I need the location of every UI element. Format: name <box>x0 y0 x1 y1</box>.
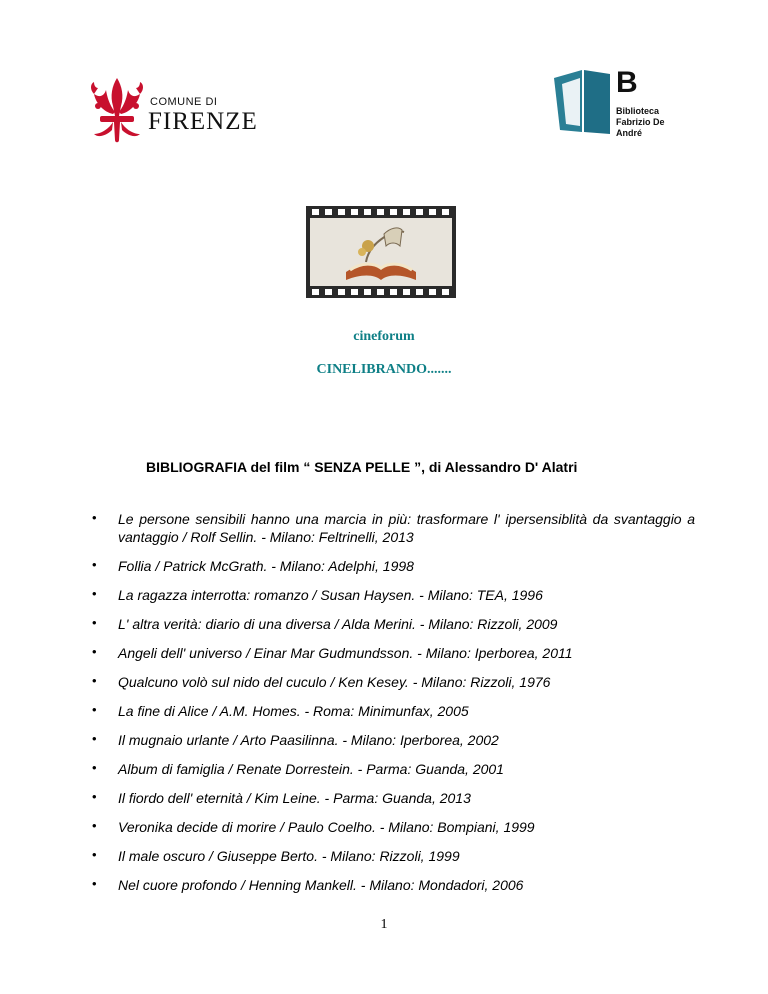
biblioteca-name-line2: Fabrizio De André <box>616 117 665 138</box>
list-item: Le persone sensibili hanno una marcia in più: trasformare l' ipersensiblità da svantaggio a vantaggio / Rolf Sellin. - Milano: Feltrinelli, 2013 <box>118 511 695 545</box>
biblioteca-name-line1: Biblioteca <box>616 106 660 116</box>
film-strip-book-image <box>306 206 456 298</box>
list-item: La ragazza interrotta: romanzo / Susan Haysen. - Milano: TEA, 1996 <box>118 587 543 603</box>
list-item: Angeli dell' universo / Einar Mar Gudmundsson. - Milano: Iperborea, 2011 <box>118 645 573 661</box>
list-item: Qualcuno volò sul nido del cuculo / Ken Kesey. - Milano: Rizzoli, 1976 <box>118 674 551 690</box>
page-number: 1 <box>380 917 388 932</box>
bullet-icon: • <box>92 731 97 746</box>
bullet-icon: • <box>92 876 97 891</box>
bibliography-heading: BIBLIOGRAFIA del film “ SENZA PELLE ”, di Alessandro D' Alatri <box>146 459 578 475</box>
firenze-label: FIRENZE <box>148 108 258 135</box>
comune-di-firenze-logo <box>88 76 268 146</box>
list-item: L' altra verità: diario di una diversa / Alda Merini. - Milano: Rizzoli, 2009 <box>118 616 558 632</box>
bullet-icon: • <box>92 510 97 525</box>
list-item: Il mugnaio urlante / Arto Paasilinna. - Milano: Iperborea, 2002 <box>118 732 499 748</box>
bullet-icon: • <box>92 644 97 659</box>
list-item: Il male oscuro / Giuseppe Berto. - Milano: Rizzoli, 1999 <box>118 848 460 864</box>
biblioteca-initial: B <box>616 66 638 99</box>
bullet-icon: • <box>92 557 97 572</box>
bullet-icon: • <box>92 673 97 688</box>
list-item: Veronika decide di morire / Paulo Coelho. - Milano: Bompiani, 1999 <box>118 819 535 835</box>
bullet-icon: • <box>92 847 97 862</box>
biblioteca-logo <box>552 68 692 140</box>
film-book-icon <box>306 206 456 298</box>
comune-label: COMUNE DI <box>150 96 218 108</box>
bullet-icon: • <box>92 760 97 775</box>
bullet-icon: • <box>92 702 97 717</box>
bullet-icon: • <box>92 615 97 630</box>
florentine-lily-icon <box>88 76 146 146</box>
list-item: Nel cuore profondo / Henning Mankell. - Milano: Mondadori, 2006 <box>118 877 524 893</box>
list-item: Album di famiglia / Renate Dorrestein. - Parma: Guanda, 2001 <box>118 761 504 777</box>
bullet-icon: • <box>92 586 97 601</box>
bullet-icon: • <box>92 789 97 804</box>
list-item: La fine di Alice / A.M. Homes. - Roma: Minimunfax, 2005 <box>118 703 469 719</box>
cinelibrando-title: CINELIBRANDO....... <box>316 362 452 377</box>
cineforum-label: cineforum <box>353 329 415 344</box>
list-item: Il fiordo dell' eternità / Kim Leine. - Parma: Guanda, 2013 <box>118 790 471 806</box>
bullet-icon: • <box>92 818 97 833</box>
list-item: Follia / Patrick McGrath. - Milano: Adelphi, 1998 <box>118 558 414 574</box>
open-book-icon <box>552 68 616 136</box>
biblioteca-name <box>616 106 692 139</box>
